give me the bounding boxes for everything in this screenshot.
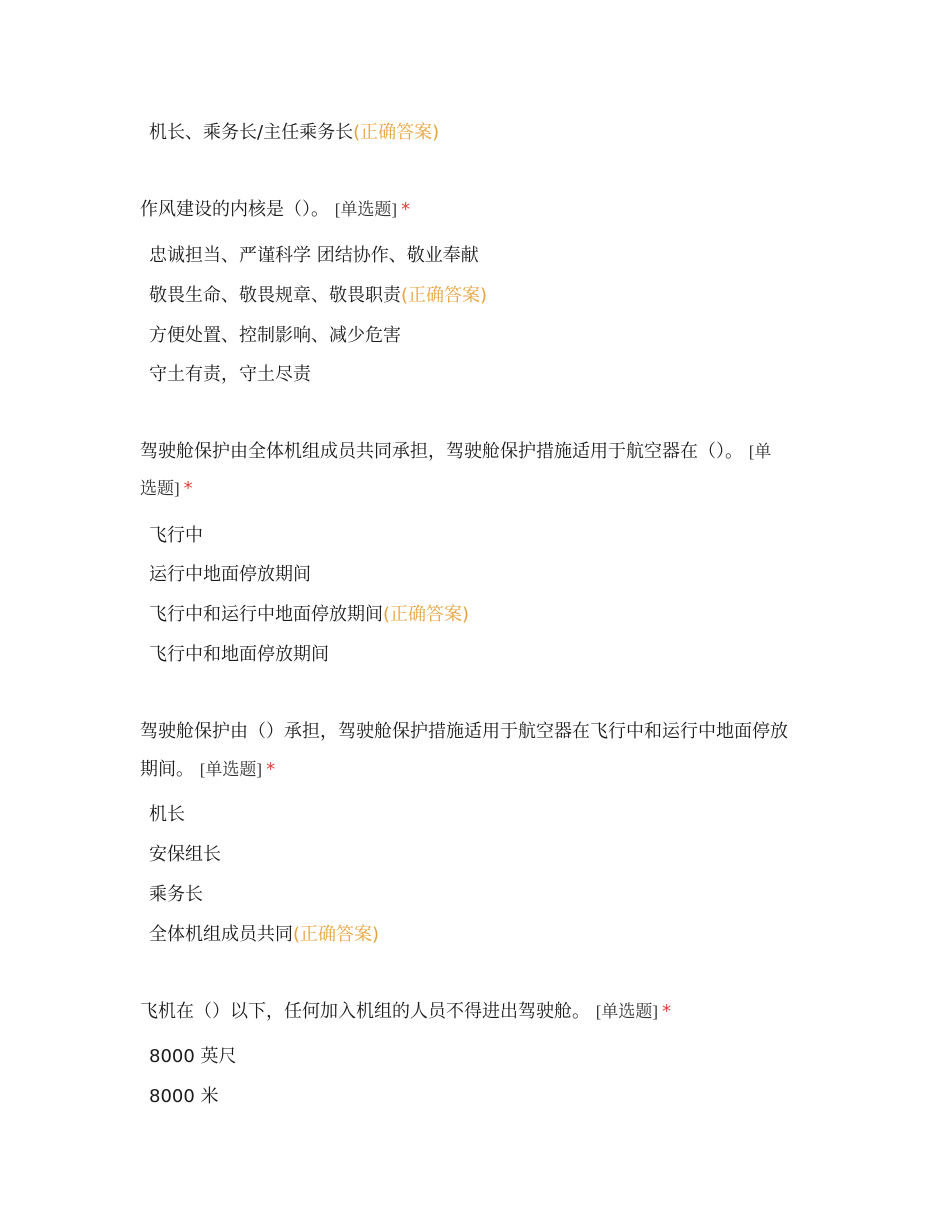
option-item [149, 843, 221, 867]
option-text: 8000 米 [149, 1086, 219, 1107]
correct-answer-mark: (正确答案) [353, 122, 440, 143]
question-title [140, 1000, 671, 1024]
required-mark: * [266, 759, 276, 780]
option-text: 飞行中 [149, 525, 203, 546]
option-text: 机长、乘务长/主任乘务长 [149, 122, 354, 143]
option-item [149, 121, 439, 145]
option-text: 敬畏生命、敬畏规章、敬畏职责 [149, 285, 401, 306]
option-text: 方便处置、控制影响、减少危害 [149, 325, 401, 346]
option-item [149, 643, 329, 667]
option-text: 飞行中和运行中地面停放期间 [149, 604, 383, 625]
option-item [149, 244, 479, 268]
question-type-tag-end: 选题] [140, 479, 180, 498]
option-text: 乘务长 [149, 884, 203, 905]
question-title-continuation [140, 758, 275, 782]
option-item [149, 603, 469, 627]
option-item [149, 524, 203, 548]
option-item [149, 1045, 237, 1069]
question-type-tag: [单选题] [595, 1002, 659, 1021]
option-item [149, 324, 401, 348]
option-item [149, 363, 311, 387]
question-title [140, 440, 771, 464]
correct-answer-mark: (正确答案) [401, 285, 488, 306]
option-item [149, 923, 379, 947]
required-mark: * [662, 1001, 672, 1022]
option-text: 守土有责，守土尽责 [149, 364, 311, 385]
option-text: 机长 [149, 804, 185, 825]
question-text: 驾驶舱保护由（）承担，驾驶舱保护措施适用于航空器在飞行中和运行中地面停放 [140, 721, 788, 742]
question-type-tag: [单选题] [334, 200, 398, 219]
correct-answer-mark: (正确答案) [293, 924, 380, 945]
option-item [149, 284, 487, 308]
question-type-tag-start: [单 [748, 442, 772, 461]
option-text: 安保组长 [149, 844, 221, 865]
question-title [140, 198, 410, 222]
question-text: 作风建设的内核是（）。 [140, 199, 329, 220]
option-text: 全体机组成员共同 [149, 924, 293, 945]
option-item [149, 883, 203, 907]
question-title-continuation [140, 477, 193, 501]
question-text: 期间。 [140, 759, 194, 780]
required-mark: * [183, 478, 193, 499]
question-title [140, 720, 788, 744]
option-text: 忠诚担当、严谨科学 团结协作、敬业奉献 [149, 245, 479, 266]
question-type-tag: [单选题] [199, 760, 263, 779]
required-mark: * [401, 199, 411, 220]
option-text: 运行中地面停放期间 [149, 564, 311, 585]
correct-answer-mark: (正确答案) [383, 604, 470, 625]
question-text: 飞机在（）以下，任何加入机组的人员不得进出驾驶舱。 [140, 1001, 590, 1022]
question-text: 驾驶舱保护由全体机组成员共同承担，驾驶舱保护措施适用于航空器在（）。 [140, 441, 743, 462]
option-item [149, 1085, 219, 1109]
option-item [149, 803, 185, 827]
option-item [149, 563, 311, 587]
option-text: 飞行中和地面停放期间 [149, 644, 329, 665]
option-text: 8000 英尺 [149, 1046, 237, 1067]
